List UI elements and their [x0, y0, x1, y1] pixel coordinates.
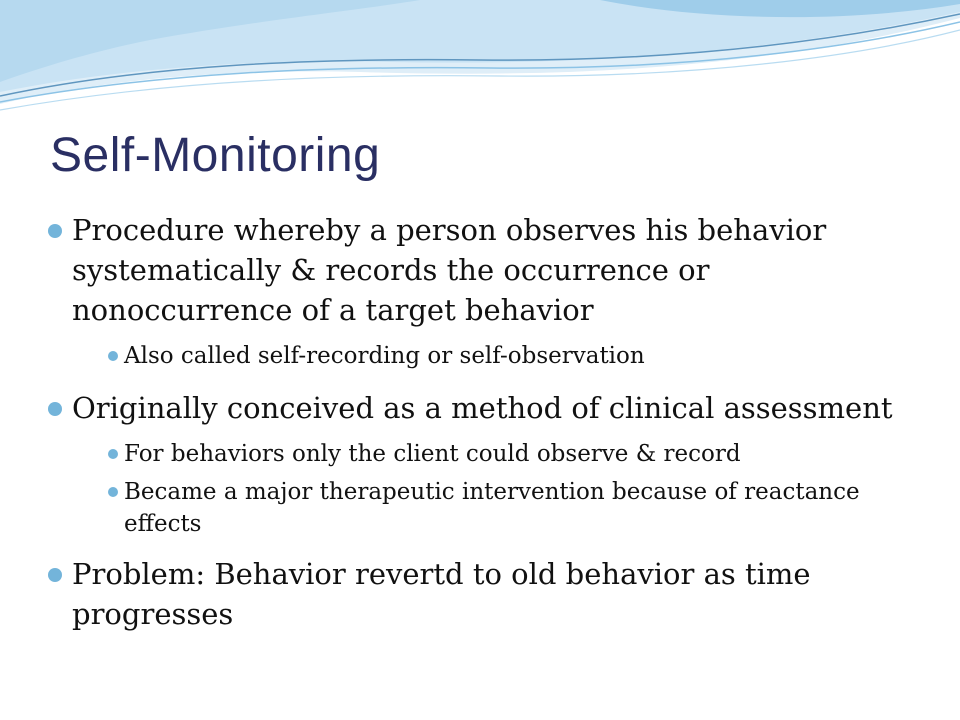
- bullet-text: Originally conceived as a method of clinical assessment: [72, 391, 893, 425]
- slide-title: Self-Monitoring: [50, 129, 381, 182]
- bullet-dot-icon: [108, 487, 118, 497]
- bullet-list: [48, 210, 928, 634]
- sub-bullet-item: [108, 340, 928, 372]
- bullet-text: Procedure whereby a person observes his behavior systematically & records the occurrence or nonoccurrence of a target behavior: [72, 213, 827, 327]
- bullet-item: [48, 210, 928, 330]
- sub-bullet-item: [108, 438, 928, 470]
- bullet-item: [48, 388, 928, 428]
- bullet-item: [48, 554, 928, 634]
- bullet-dot-icon: [108, 351, 118, 361]
- sub-bullet-text: Also called self-recording or self-observation: [124, 343, 645, 369]
- sub-bullet-text: Became a major therapeutic intervention because of reactance effects: [124, 479, 860, 537]
- bullet-text: Problem: Behavior revertd to old behavior as time progresses: [72, 557, 811, 631]
- header-wave-decoration: [0, 0, 960, 120]
- bullet-dot-icon: [48, 568, 62, 582]
- bullet-dot-icon: [48, 224, 62, 238]
- sub-bullet-text: For behaviors only the client could observe & record: [124, 441, 741, 467]
- sub-bullet-item: [108, 476, 928, 540]
- bullet-dot-icon: [108, 449, 118, 459]
- bullet-dot-icon: [48, 402, 62, 416]
